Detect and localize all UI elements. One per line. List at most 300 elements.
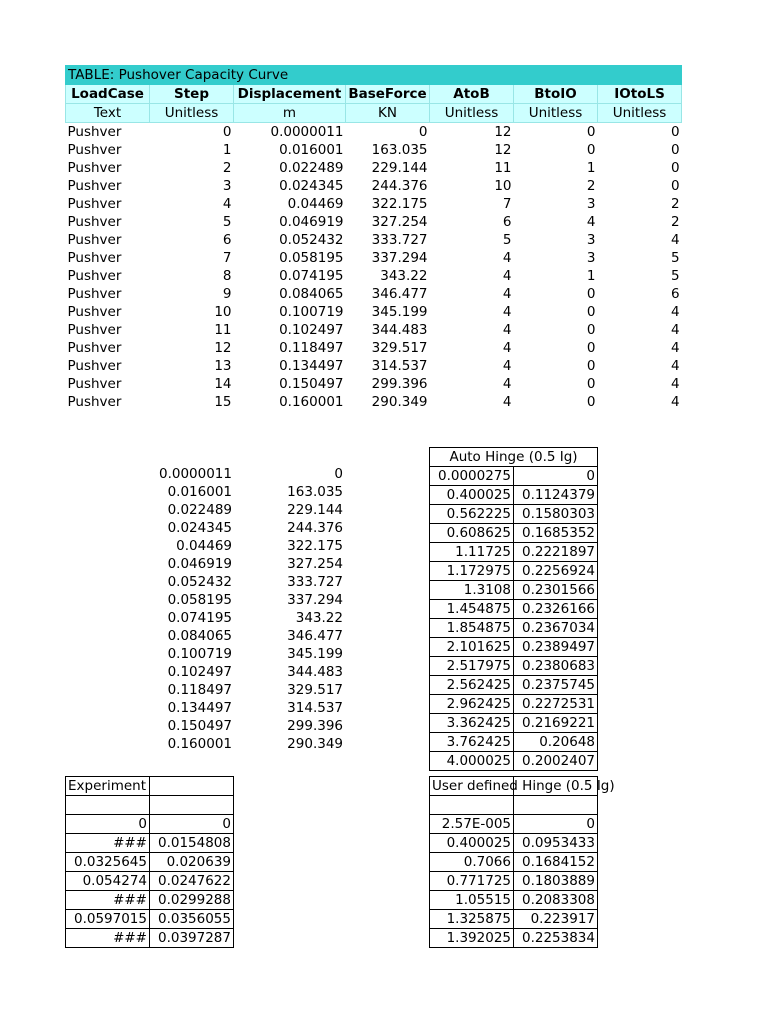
table-cell[interactable]: 0	[66, 815, 150, 834]
table-cell[interactable]: Pushver	[67, 322, 122, 338]
table-cell[interactable]: 0.0154808	[150, 834, 234, 853]
table-cell[interactable]: 13	[214, 358, 232, 374]
header-row	[66, 85, 682, 104]
table-cell[interactable]: 244.376	[287, 520, 343, 536]
table-cell[interactable]: 0.2253834	[514, 929, 598, 948]
table-cell[interactable]: 3	[586, 196, 596, 212]
table-cell[interactable]: 9	[222, 286, 232, 302]
table-row	[66, 195, 682, 213]
table-cell[interactable]: 0.0397287	[150, 929, 234, 948]
table-row	[430, 695, 598, 714]
table-cell[interactable]: 3	[586, 250, 596, 266]
table-cell[interactable]	[430, 796, 514, 815]
table-cell[interactable]: 2.562425	[430, 676, 514, 695]
table-cell[interactable]: 14	[214, 376, 232, 392]
table-cell[interactable]: 0.016001	[167, 484, 232, 500]
unit-cell[interactable]: m	[234, 104, 346, 123]
table-title-row	[66, 66, 682, 85]
table-cell[interactable]: 0.2169221	[514, 714, 598, 733]
table-cell[interactable]: 0.400025	[430, 834, 514, 853]
table-cell[interactable]: 290.349	[371, 394, 428, 410]
table-row	[150, 681, 345, 699]
table-row	[66, 231, 682, 249]
table-row	[430, 714, 598, 733]
table-cell[interactable]: 12	[494, 124, 512, 140]
table-cell[interactable]: 1.05515	[430, 891, 514, 910]
table-cell[interactable]: 314.537	[287, 700, 343, 716]
table-cell[interactable]: 0.0247622	[150, 872, 234, 891]
table-cell[interactable]: 322.175	[371, 196, 428, 212]
table-row	[430, 562, 598, 581]
unit-cell[interactable]: Unitless	[430, 104, 514, 123]
header-cell[interactable]: IOtoLS	[598, 85, 682, 104]
table-cell[interactable]: 0.771725	[430, 872, 514, 891]
table-cell[interactable]: 5	[502, 232, 512, 248]
table-cell[interactable]: 0.046919	[279, 214, 344, 230]
table-cell[interactable]: Pushver	[67, 160, 122, 176]
table-cell[interactable]: 0.054274	[66, 872, 150, 891]
table-cell[interactable]: 4	[586, 214, 596, 230]
table-cell[interactable]: 337.294	[371, 250, 428, 266]
table-cell[interactable]: 1.854875	[430, 619, 514, 638]
table-cell[interactable]: 0	[514, 467, 598, 486]
empty-cell[interactable]	[150, 777, 234, 796]
table-cell[interactable]: 0	[586, 376, 596, 392]
table-row	[66, 910, 234, 929]
table-cell[interactable]: 4	[670, 376, 680, 392]
table-row	[430, 638, 598, 657]
table-cell[interactable]: 329.517	[371, 340, 428, 356]
table-cell[interactable]: 3.362425	[430, 714, 514, 733]
header-cell[interactable]: Displacement	[234, 85, 346, 104]
table-cell[interactable]: 345.199	[371, 304, 428, 320]
table-row	[430, 505, 598, 524]
table-cell[interactable]: 4	[670, 304, 680, 320]
table-row	[66, 853, 234, 872]
table-cell[interactable]: 346.477	[371, 286, 428, 302]
table-row	[430, 815, 598, 834]
table-cell[interactable]: 2	[670, 214, 680, 230]
table-row	[150, 663, 345, 681]
table-cell[interactable]: 0	[586, 124, 596, 140]
table-cell[interactable]: 2	[222, 160, 232, 176]
table-cell[interactable]: Pushver	[67, 178, 122, 194]
table-row	[66, 796, 234, 815]
table-cell[interactable]: 0.102497	[167, 664, 232, 680]
table-cell[interactable]: 0.024345	[167, 520, 232, 536]
table-cell[interactable]: 4	[502, 340, 512, 356]
table-cell[interactable]: 7	[502, 196, 512, 212]
table-cell[interactable]: Pushver	[67, 124, 122, 140]
table-cell[interactable]: 0.134497	[279, 358, 344, 374]
table-cell[interactable]: 0.2367034	[514, 619, 598, 638]
table-cell[interactable]: 0.2389497	[514, 638, 598, 657]
table-cell[interactable]: 4	[502, 376, 512, 392]
table-cell[interactable]: 4	[222, 196, 232, 212]
table-cell[interactable]: 1.3108	[430, 581, 514, 600]
table-cell[interactable]: 0.1580303	[514, 505, 598, 524]
table-cell[interactable]: 4	[670, 232, 680, 248]
table-cell[interactable]: 163.035	[287, 484, 343, 500]
table-cell[interactable]	[66, 796, 150, 815]
table-cell[interactable]: 1	[586, 268, 596, 284]
table-row	[430, 657, 598, 676]
table-cell[interactable]: 345.199	[287, 646, 343, 662]
auto-hinge-title-row	[430, 448, 598, 467]
table-row	[66, 123, 682, 142]
table-row	[150, 483, 345, 501]
table-cell[interactable]: 0.150497	[167, 718, 232, 734]
table-cell[interactable]: 346.477	[287, 628, 343, 644]
pushover-capacity-table	[65, 65, 682, 411]
table-row	[66, 249, 682, 267]
table-row	[150, 537, 345, 555]
table-cell[interactable]: 0.074195	[279, 268, 344, 284]
table-cell[interactable]: 0.04469	[176, 538, 232, 554]
table-row	[430, 486, 598, 505]
table-cell[interactable]: 15	[214, 394, 232, 410]
table-cell[interactable]: 0.100719	[167, 646, 232, 662]
table-cell[interactable]: 299.396	[287, 718, 343, 734]
unit-cell[interactable]: Unitless	[598, 104, 682, 123]
unit-cell[interactable]: Unitless	[150, 104, 234, 123]
table-row	[430, 872, 598, 891]
table-cell[interactable]: 1.325875	[430, 910, 514, 929]
table-cell[interactable]: 0	[670, 178, 680, 194]
table-cell[interactable]: 0.150497	[279, 376, 344, 392]
table-cell[interactable]: 0.0299288	[150, 891, 234, 910]
table-cell[interactable]: 4	[502, 394, 512, 410]
table-cell[interactable]: 0.046919	[167, 556, 232, 572]
table-row	[150, 519, 345, 537]
table-cell[interactable]: 333.727	[287, 574, 343, 590]
table-cell[interactable]: ###	[66, 834, 150, 853]
table-row	[66, 303, 682, 321]
table-cell[interactable]: 0.562225	[430, 505, 514, 524]
table-row	[150, 591, 345, 609]
table-cell[interactable]: 0.0953433	[514, 834, 598, 853]
table-cell[interactable]	[514, 796, 598, 815]
table-row	[150, 645, 345, 663]
table-cell[interactable]: 1.392025	[430, 929, 514, 948]
table-cell[interactable]: 4	[670, 340, 680, 356]
table-cell[interactable]: 0.0356055	[150, 910, 234, 929]
table-cell[interactable]: Pushver	[67, 214, 122, 230]
table-cell[interactable]: 4	[670, 394, 680, 410]
table-cell[interactable]: 0.016001	[279, 142, 344, 158]
table-cell[interactable]: Pushver	[67, 250, 122, 266]
table-cell[interactable]: 0.022489	[167, 502, 232, 518]
table-cell[interactable]: 0	[418, 124, 428, 140]
table-row	[66, 321, 682, 339]
table-cell[interactable]: Pushver	[67, 358, 122, 374]
table-cell[interactable]: 343.22	[380, 268, 428, 284]
table-row	[430, 752, 598, 771]
table-cell[interactable]: 0.020639	[150, 853, 234, 872]
table-row	[66, 339, 682, 357]
table-cell[interactable]: 229.144	[371, 160, 428, 176]
table-cell[interactable]: 0.1803889	[514, 872, 598, 891]
table-cell[interactable]: 244.376	[371, 178, 428, 194]
table-row	[150, 465, 345, 483]
table-cell[interactable]: 0.2272531	[514, 695, 598, 714]
table-cell[interactable]: 12	[214, 340, 232, 356]
table-cell[interactable]: 7	[222, 250, 232, 266]
table-cell[interactable]: 344.483	[287, 664, 343, 680]
table-cell[interactable]: Pushver	[67, 376, 122, 392]
experiment-table	[65, 776, 234, 948]
table-cell[interactable]: 4	[502, 358, 512, 374]
table-row	[430, 543, 598, 562]
table-cell[interactable]: 327.254	[287, 556, 343, 572]
table-cell[interactable]: 0.118497	[279, 340, 344, 356]
table-cell[interactable]: 2.962425	[430, 695, 514, 714]
table-row	[66, 815, 234, 834]
table-cell[interactable]: 0.052432	[167, 574, 232, 590]
table-cell[interactable]: 0.1685352	[514, 524, 598, 543]
table-row	[66, 267, 682, 285]
table-cell[interactable]: 343.22	[295, 610, 343, 626]
table-row	[430, 581, 598, 600]
table-cell[interactable]: 1	[586, 160, 596, 176]
table-cell[interactable]: 314.537	[371, 358, 428, 374]
table-row	[66, 285, 682, 303]
auto-hinge-table	[429, 447, 598, 771]
table-cell[interactable]: 1.454875	[430, 600, 514, 619]
table-cell[interactable]: 6	[670, 286, 680, 302]
table-row	[430, 733, 598, 752]
unit-cell[interactable]: KN	[346, 104, 430, 123]
table-cell[interactable]: 0	[586, 394, 596, 410]
table-row	[150, 717, 345, 735]
table-row	[66, 891, 234, 910]
table-cell[interactable]: 0.160001	[279, 394, 344, 410]
table-cell[interactable]: 0.0325645	[66, 853, 150, 872]
table-cell[interactable]: 0.2083308	[514, 891, 598, 910]
table-row	[66, 141, 682, 159]
displacement-force-table	[150, 465, 345, 753]
table-cell[interactable]: 0.223917	[514, 910, 598, 929]
table-cell[interactable]: 0.0000275	[430, 467, 514, 486]
table-cell[interactable]: 0.100719	[279, 304, 344, 320]
table-row	[150, 573, 345, 591]
user-hinge-title[interactable]: User defined Hinge (0.5 Ig)	[430, 777, 514, 796]
table-row	[66, 357, 682, 375]
table-cell[interactable]: 0.20648	[514, 733, 598, 752]
table-cell[interactable]: 333.727	[371, 232, 428, 248]
table-cell[interactable]: 0.102497	[279, 322, 344, 338]
table-row	[66, 375, 682, 393]
table-row	[430, 910, 598, 929]
table-cell[interactable]: ###	[66, 891, 150, 910]
table-cell[interactable]: 4	[502, 268, 512, 284]
table-cell[interactable]: Pushver	[67, 304, 122, 320]
table-cell[interactable]: 3.762425	[430, 733, 514, 752]
header-cell[interactable]: LoadCase	[66, 85, 150, 104]
table-cell[interactable]: 0.0000011	[270, 124, 344, 140]
table-cell[interactable]: 0.084065	[279, 286, 344, 302]
table-cell[interactable]: 4	[670, 322, 680, 338]
experiment-title[interactable]: Experiment	[66, 777, 150, 796]
table-row	[430, 891, 598, 910]
user-hinge-table	[429, 776, 615, 948]
table-cell[interactable]: 322.175	[287, 538, 343, 554]
table-cell[interactable]: 0	[586, 304, 596, 320]
table-cell[interactable]: 163.035	[371, 142, 428, 158]
table-cell[interactable]: 0.04469	[287, 196, 344, 212]
table-cell[interactable]: Pushver	[67, 286, 122, 302]
table-cell[interactable]: 344.483	[371, 322, 428, 338]
table-cell[interactable]: 0.160001	[167, 736, 232, 752]
table-row	[66, 929, 234, 948]
table-cell[interactable]: 5	[670, 268, 680, 284]
table-row	[430, 600, 598, 619]
table-cell[interactable]: 0.134497	[167, 700, 232, 716]
table-cell[interactable]: Pushver	[67, 340, 122, 356]
table-cell[interactable]: Pushver	[67, 196, 122, 212]
table-cell[interactable]: 0.2002407	[514, 752, 598, 771]
table-cell[interactable]: 0.2256924	[514, 562, 598, 581]
table-cell[interactable]: 6	[222, 232, 232, 248]
table-cell[interactable]: 4	[502, 304, 512, 320]
table-cell[interactable]: 2	[670, 196, 680, 212]
table-cell[interactable]: 0.608625	[430, 524, 514, 543]
table-cell[interactable]: Pushver	[67, 232, 122, 248]
table-cell[interactable]: 0	[670, 124, 680, 140]
table-cell[interactable]: 0	[670, 160, 680, 176]
header-cell[interactable]: BaseForce	[346, 85, 430, 104]
table-cell[interactable]: 0	[586, 286, 596, 302]
table-cell[interactable]: 0	[586, 340, 596, 356]
table-row	[66, 159, 682, 177]
table-row	[430, 929, 598, 948]
table-cell[interactable]: 299.396	[371, 376, 428, 392]
table-cell[interactable]: 0	[586, 358, 596, 374]
table-cell[interactable]: Pushver	[67, 394, 122, 410]
table-cell[interactable]: 1.172975	[430, 562, 514, 581]
table-row	[430, 467, 598, 486]
table-cell[interactable]: 10	[214, 304, 232, 320]
table-cell[interactable]: 2.517975	[430, 657, 514, 676]
table-row	[66, 834, 234, 853]
table-cell[interactable]: 337.294	[287, 592, 343, 608]
table-cell[interactable]: 0	[586, 142, 596, 158]
header-cell[interactable]: BtoIO	[514, 85, 598, 104]
table-row	[150, 609, 345, 627]
user-hinge-title-row	[430, 777, 598, 796]
table-cell[interactable]: 10	[494, 178, 512, 194]
table-cell[interactable]: 8	[222, 268, 232, 284]
header-cell[interactable]: Step	[150, 85, 234, 104]
table-cell[interactable]: 1	[222, 142, 232, 158]
unit-cell[interactable]: Text	[66, 104, 150, 123]
units-row	[66, 104, 682, 123]
table-cell[interactable]: 0.058195	[167, 592, 232, 608]
table-cell[interactable]: 0.2326166	[514, 600, 598, 619]
table-row	[150, 501, 345, 519]
auto-hinge-title[interactable]: Auto Hinge (0.5 Ig)	[430, 448, 598, 467]
table-cell[interactable]: 12	[494, 142, 512, 158]
table-cell[interactable]: 4	[670, 358, 680, 374]
table-cell[interactable]: 0.118497	[167, 682, 232, 698]
table-cell[interactable]: 290.349	[287, 736, 343, 752]
table-cell[interactable]: 0.084065	[167, 628, 232, 644]
table-cell[interactable]: Pushver	[67, 142, 122, 158]
table-row	[66, 213, 682, 231]
table-cell[interactable]: 11	[214, 322, 232, 338]
table-row	[430, 834, 598, 853]
table-cell[interactable]: 4.000025	[430, 752, 514, 771]
table-cell[interactable]: 0.024345	[279, 178, 344, 194]
table-cell[interactable]: ###	[66, 929, 150, 948]
unit-cell[interactable]: Unitless	[514, 104, 598, 123]
table-row	[150, 555, 345, 573]
table-cell[interactable]: 4	[502, 250, 512, 266]
table-cell[interactable]: 0.022489	[279, 160, 344, 176]
table-cell[interactable]: 0.058195	[279, 250, 344, 266]
table-cell[interactable]: 3	[586, 232, 596, 248]
table-row	[430, 619, 598, 638]
table-cell[interactable]: 0.0597015	[66, 910, 150, 929]
table-cell[interactable]: 6	[502, 214, 512, 230]
table-cell[interactable]: 5	[222, 214, 232, 230]
table-cell[interactable]: 0	[670, 142, 680, 158]
table-cell[interactable]: 4	[502, 286, 512, 302]
table-cell[interactable]: 0	[222, 124, 232, 140]
table-row	[66, 872, 234, 891]
table-cell[interactable]: 1.11725	[430, 543, 514, 562]
table-cell[interactable]: Pushver	[67, 268, 122, 284]
table-cell[interactable]: 0	[514, 815, 598, 834]
table-row	[430, 853, 598, 872]
table-cell[interactable]: 0.2375745	[514, 676, 598, 695]
table-cell[interactable]: 327.254	[371, 214, 428, 230]
table-cell[interactable]: 0.7066	[430, 853, 514, 872]
table-cell[interactable]: 0.2380683	[514, 657, 598, 676]
table-cell[interactable]: 3	[222, 178, 232, 194]
table-cell[interactable]: 0	[586, 322, 596, 338]
table-cell[interactable]: 0.1684152	[514, 853, 598, 872]
table-cell[interactable]: 4	[502, 322, 512, 338]
table-cell[interactable]: 2.101625	[430, 638, 514, 657]
table-cell[interactable]: 11	[494, 160, 512, 176]
table-cell[interactable]: 0	[150, 815, 234, 834]
table-row	[150, 699, 345, 717]
table-row	[430, 676, 598, 695]
table-cell[interactable]: 0.2301566	[514, 581, 598, 600]
table-row	[66, 177, 682, 195]
table-cell[interactable]: 0.1124379	[514, 486, 598, 505]
table-cell[interactable]: 0.052432	[279, 232, 344, 248]
header-cell[interactable]: AtoB	[430, 85, 514, 104]
table-cell[interactable]: 0.0000011	[158, 466, 232, 482]
table-cell[interactable]: 5	[670, 250, 680, 266]
table-title[interactable]: TABLE: Pushover Capacity Curve	[66, 66, 682, 85]
table-cell[interactable]: 2.57E-005	[430, 815, 514, 834]
table-cell[interactable]: 2	[586, 178, 596, 194]
table-cell[interactable]	[150, 796, 234, 815]
table-cell[interactable]: 229.144	[287, 502, 343, 518]
table-cell[interactable]: 0.074195	[167, 610, 232, 626]
table-row	[150, 735, 345, 753]
table-cell[interactable]: 0	[334, 466, 343, 482]
table-row	[150, 627, 345, 645]
table-cell[interactable]: 329.517	[287, 682, 343, 698]
table-row	[66, 393, 682, 411]
table-cell[interactable]: 0.2221897	[514, 543, 598, 562]
experiment-title-row	[66, 777, 234, 796]
table-cell[interactable]: 0.400025	[430, 486, 514, 505]
